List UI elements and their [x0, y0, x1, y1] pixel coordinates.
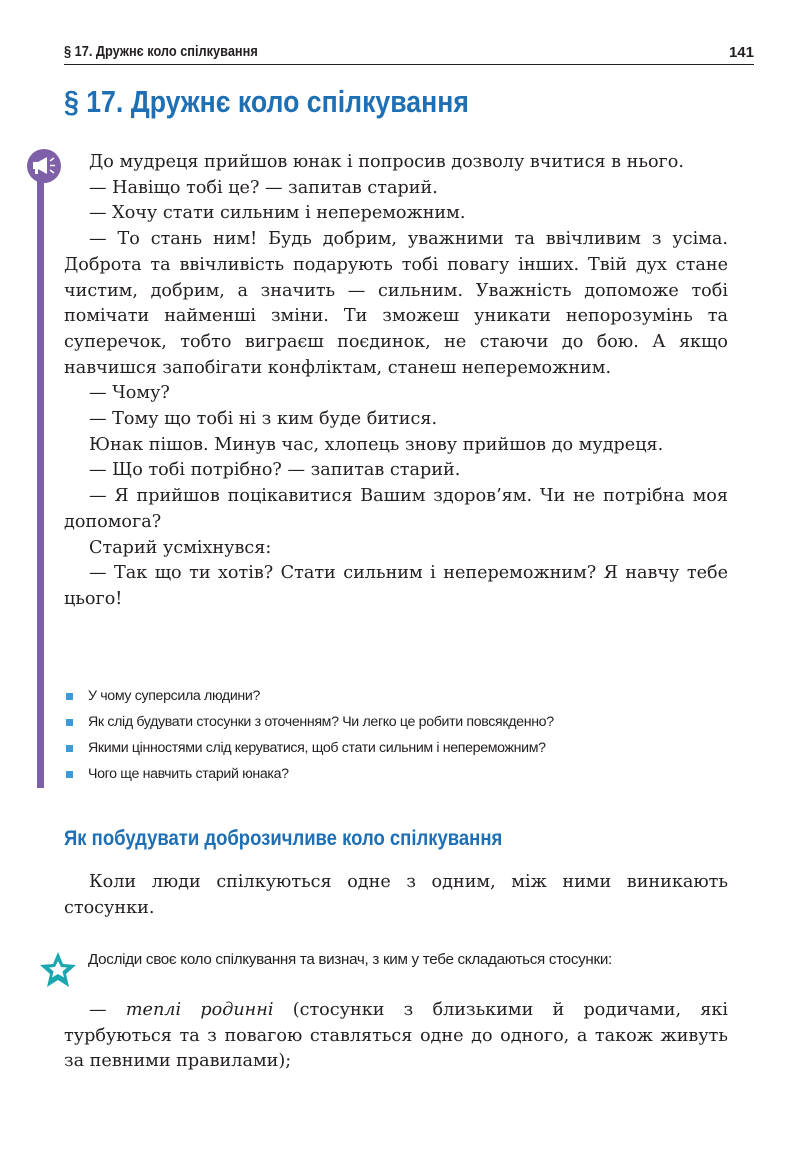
- story-paragraph: — Я прийшов поцікавитися Вашим здоров’ям. Чи не потрібна моя допомога?: [64, 486, 728, 532]
- story-paragraph: — Тому що тобі ні з ким буде битися.: [89, 409, 438, 430]
- story-paragraph: — Що тобі потрібно? — запитав старий.: [89, 460, 461, 481]
- square-bullet-icon: [66, 693, 73, 700]
- megaphone-icon: [27, 149, 61, 183]
- list-dash: —: [89, 1000, 126, 1020]
- question-text: Як слід будувати стосунки з оточенням? Чи легко це робити повсякденно?: [88, 714, 554, 730]
- story-paragraph: — То стань ним! Будь добрим, уважними та ввічливим з усіма. Доброта та ввічливість подарують тобі повагу інших. Твій дух стане чистим, добрим, а значить — сильним. Уважність допоможе тобі помічати найменші зміни. Ти зможеш уникати непорозумінь та суперечок, тобто виграєш поєдинок, не стаючи до бою. А якщо навчишся запобігати конфліктам, станеш непереможним.: [64, 229, 728, 378]
- story-paragraph: До мудреця прийшов юнак і попросив дозволу вчитися в нього.: [89, 152, 684, 172]
- relationship-list-item: [64, 998, 728, 1075]
- square-bullet-icon: [66, 719, 73, 726]
- intro-paragraph: Коли люди спілкуються одне з одним, між ними виникають стосунки.: [64, 872, 728, 918]
- question-list: [64, 683, 744, 787]
- running-head: [64, 42, 754, 65]
- story-side-bar: [37, 168, 44, 788]
- story-paragraph: — Так що ти хотів? Стати сильним і непереможним? Я навчу тебе цього!: [64, 563, 728, 609]
- running-head-title: § 17. Дружнє коло спілкування: [64, 44, 258, 60]
- square-bullet-icon: [66, 771, 73, 778]
- task-text: Досліди своє коло спілкування та визнач, з ким у тебе складаються стосунки:: [88, 951, 612, 968]
- question-item: [64, 683, 744, 709]
- page-title: § 17. Дружнє коло спілкування: [64, 84, 469, 119]
- story-paragraph: — Навіщо тобі це? — запитав старий.: [89, 177, 438, 198]
- question-text: Чого ще навчить старий юнака?: [88, 766, 289, 782]
- section-heading: Як побудувати доброзичливе коло спілкування: [64, 826, 503, 850]
- question-item: [64, 709, 744, 735]
- relationship-description: (стосунки з близькими й родичами, які турбуються та з повагою ставляться одне до одного, а також живуть за певними правилами);: [64, 1000, 729, 1071]
- story-paragraph: Старий усміхнувся:: [89, 537, 272, 558]
- story-paragraph: — Хочу стати сильним і непереможним.: [89, 203, 466, 224]
- question-text: Якими цінностями слід керуватися, щоб стати сильним і непереможним?: [88, 740, 546, 756]
- question-text: У чому суперсила людини?: [88, 688, 261, 704]
- question-item: [64, 761, 744, 787]
- story-paragraph: Юнак пішов. Минув час, хлопець знову прийшов до мудреця.: [89, 434, 664, 455]
- page-number: 141: [728, 44, 754, 61]
- star-icon: [38, 950, 78, 990]
- square-bullet-icon: [66, 745, 73, 752]
- relationship-term: теплі родинні: [125, 1000, 274, 1020]
- story-paragraph: — Чому?: [89, 383, 170, 404]
- story-text: [64, 150, 728, 613]
- question-item: [64, 735, 744, 761]
